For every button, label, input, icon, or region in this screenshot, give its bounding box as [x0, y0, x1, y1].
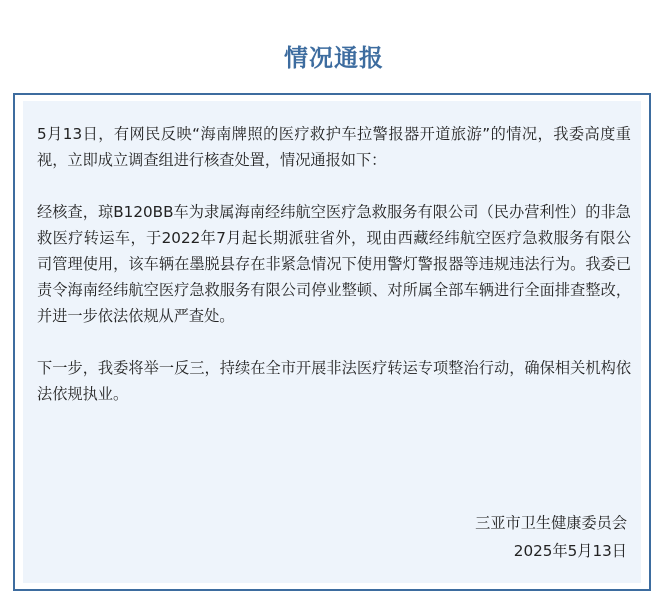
paragraph-next-steps: 下一步，我委将举一反三，持续在全市开展非法医疗转运专项整治行动，确保相关机构依法依规执业。 [37, 359, 631, 403]
signature-block [475, 509, 627, 565]
paragraph-intro: 5月13日，有网民反映“海南牌照的医疗救护车拉警报器开道旅游”的情况，我委高度重视，立即成立调查组进行核查处置，情况通报如下： [37, 125, 631, 169]
notice-frame [13, 93, 651, 591]
signature-date: 2025年5月13日 [513, 542, 627, 560]
page-title: 情况通报 [284, 44, 384, 72]
notice-body [37, 121, 631, 407]
signature-organization: 三亚市卫生健康委员会 [475, 514, 627, 532]
paragraph-findings: 经核查，琼B120BB车为隶属海南经纬航空医疗急救服务有限公司（民办营利性）的非急救医疗转运车，于2022年7月起长期派驻省外，现由西藏经纬航空医疗急救服务有限公司管理使用，该车辆在墨脱县存在非紧急情况下使用警灯警报器等违规违法行为。我委已责令海南经纬航空医疗急救服务有限公司停业整顿、对所属全部车辆进行全面排查整改，并进一步依法依规从严查处。 [37, 203, 631, 325]
notice-panel [23, 101, 641, 583]
